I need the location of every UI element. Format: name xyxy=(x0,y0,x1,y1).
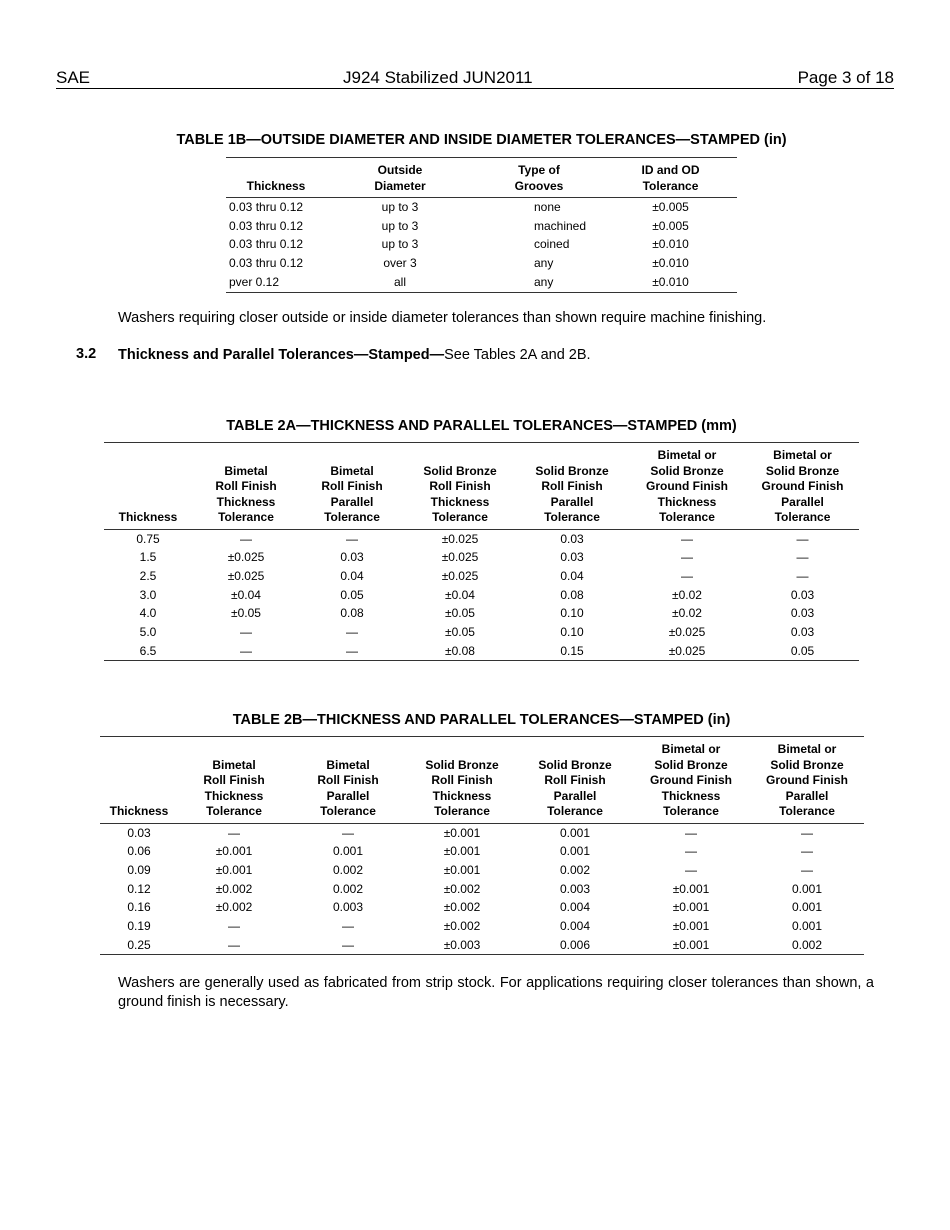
table-cell: up to 3 xyxy=(381,200,419,214)
table-cell: ±0.025 xyxy=(441,568,479,583)
column-header xyxy=(178,737,290,824)
table-cell: 0.10 xyxy=(560,606,584,621)
table-cell: — xyxy=(290,936,406,955)
table-row xyxy=(226,217,737,236)
column-header-line xyxy=(100,789,178,805)
table-cell: ±0.001 xyxy=(672,919,710,934)
column-header-line: Thickness xyxy=(109,804,169,818)
column-header-line: Roll Finish xyxy=(541,479,603,493)
table-cell: — xyxy=(801,825,813,840)
column-header-line: Bimetal xyxy=(330,463,374,478)
column-header-line: Grooves xyxy=(514,178,564,193)
table-cell: ±0.005 xyxy=(652,218,689,233)
column-header-line: Parallel xyxy=(326,788,370,803)
table-row xyxy=(104,642,859,661)
table-cell: — xyxy=(240,531,252,546)
table-cell: — xyxy=(681,568,693,583)
column-header xyxy=(518,737,632,824)
page-header xyxy=(56,68,894,89)
table-cell: — xyxy=(240,625,252,640)
table-cell: 0.004 xyxy=(559,919,591,934)
table-cell: — xyxy=(685,825,697,840)
note-diameter-tolerances: Washers requiring closer outside or inside diameter tolerances than shown require machine finishing. xyxy=(118,310,767,326)
table-cell: — xyxy=(801,862,813,877)
table-cell: — xyxy=(300,642,404,661)
table-cell: 0.03 xyxy=(340,550,364,565)
table-cell: ±0.010 xyxy=(652,237,689,252)
column-header-line: Solid Bronze xyxy=(538,757,612,772)
column-header-line: Roll Finish xyxy=(429,479,491,493)
column-header-line: Solid Bronze xyxy=(650,463,724,478)
table-cell: 0.25 xyxy=(100,936,178,955)
table-cell: ±0.025 xyxy=(668,625,706,640)
table-1b-title: TABLE 1B—OUTSIDE DIAMETER AND INSIDE DIAMETER TOLERANCES—STAMPED (in) xyxy=(176,132,787,148)
column-header-line: Roll Finish xyxy=(203,773,265,787)
table-cell: 0.03 xyxy=(790,625,815,640)
table-cell: — xyxy=(685,844,697,859)
table-cell: 0.19 xyxy=(127,919,151,934)
table-cell: ±0.025 xyxy=(227,550,265,565)
column-header-line: Roll Finish xyxy=(317,773,379,787)
table-cell: 0.09 xyxy=(127,862,151,877)
table-cell: — xyxy=(796,568,809,583)
column-header xyxy=(604,158,737,198)
table-cell: 0.08 xyxy=(560,587,584,602)
column-header xyxy=(100,737,178,824)
table-cell: — xyxy=(801,844,813,859)
table-cell: machined xyxy=(534,218,587,233)
column-header-line: Solid Bronze xyxy=(770,757,844,772)
column-header-line: Tolerance xyxy=(663,804,719,818)
column-header-line: Tolerance xyxy=(218,510,274,524)
column-header-line: Tolerance xyxy=(432,510,488,524)
table-cell: 0.04 xyxy=(340,568,364,583)
column-header-line: Thickness xyxy=(204,788,264,803)
column-header xyxy=(628,443,746,530)
column-header-line: Thickness xyxy=(661,788,721,803)
column-header-line: Roll Finish xyxy=(321,479,383,493)
table-cell: ±0.02 xyxy=(672,606,702,621)
column-header-line: Tolerance xyxy=(779,804,835,818)
column-header-line: ID and OD xyxy=(641,163,700,177)
column-header-line: Solid Bronze xyxy=(535,463,609,478)
column-header-line xyxy=(300,448,404,464)
column-header xyxy=(406,737,518,824)
section-heading xyxy=(118,346,591,365)
column-header xyxy=(746,443,859,530)
table-cell: ±0.010 xyxy=(652,256,689,271)
table-cell: — xyxy=(346,531,358,546)
column-header-line xyxy=(516,448,628,464)
table-cell: 3.0 xyxy=(139,587,157,602)
table-cell: ±0.025 xyxy=(227,568,265,583)
table-cell: 0.03 xyxy=(790,606,815,621)
table-row xyxy=(100,823,864,842)
column-header-line: Ground Finish xyxy=(650,773,732,787)
table-cell: ±0.001 xyxy=(443,862,481,877)
column-header-line: Bimetal xyxy=(224,463,268,478)
section-reference: See Tables 2A and 2B. xyxy=(444,347,591,363)
column-header-line: Tolerance xyxy=(320,804,376,818)
column-header-line: Parallel xyxy=(330,494,374,509)
column-header-line: Bimetal or xyxy=(773,448,832,462)
column-header-line xyxy=(178,742,290,758)
column-header xyxy=(632,737,750,824)
column-header-line: Roll Finish xyxy=(215,479,277,493)
column-header xyxy=(750,737,864,824)
column-header-line: Parallel xyxy=(781,494,824,509)
table-cell: — xyxy=(685,862,697,877)
table-cell: 0.001 xyxy=(791,919,823,934)
column-header-line: Ground Finish xyxy=(646,479,728,493)
column-header-line xyxy=(100,758,178,774)
table-cell: none xyxy=(534,200,561,214)
table-cell: 0.06 xyxy=(127,844,151,859)
table-cell: — xyxy=(192,642,300,661)
table-cell: — xyxy=(681,531,693,546)
table-cell: 0.03 xyxy=(560,550,584,565)
section-title: Thickness and Parallel Tolerances—Stamped— xyxy=(118,347,445,363)
column-header-line xyxy=(104,448,192,464)
table-2b-title: TABLE 2B—THICKNESS AND PARALLEL TOLERANCES—STAMPED (in) xyxy=(232,712,731,728)
table-row xyxy=(104,586,859,605)
table-row xyxy=(104,623,859,642)
header-page-number: Page 3 of 18 xyxy=(797,68,894,87)
column-header-line: Tolerance xyxy=(324,510,380,524)
table-cell: 0.05 xyxy=(746,642,859,661)
table-cell: 0.002 xyxy=(332,881,364,896)
table-cell: — xyxy=(681,550,693,565)
column-header xyxy=(226,158,326,198)
column-header-line xyxy=(104,495,192,511)
table-cell: up to 3 xyxy=(381,218,419,233)
table-cell: — xyxy=(796,550,809,565)
column-header-line: Bimetal or xyxy=(661,742,721,756)
column-header-line xyxy=(104,479,192,495)
column-header-line: Solid Bronze xyxy=(765,463,840,478)
table-cell: 0.03 xyxy=(560,531,584,546)
column-header xyxy=(404,443,516,530)
column-header-line xyxy=(290,742,406,758)
column-header-line: Outside xyxy=(377,163,423,177)
table-cell: — xyxy=(346,625,358,640)
column-header-line xyxy=(406,742,518,758)
column-header-line: Thickness xyxy=(216,494,276,509)
table-cell: 6.5 xyxy=(104,642,192,661)
table-cell: — xyxy=(796,531,809,546)
table-cell: 5.0 xyxy=(139,625,157,640)
table-row xyxy=(100,917,864,936)
table-cell: ±0.005 xyxy=(652,200,689,214)
table-row xyxy=(100,880,864,899)
table-cell: ±0.04 xyxy=(445,587,475,602)
table-cell: 0.03 thru 0.12 xyxy=(229,218,304,233)
table-2a-title: TABLE 2A—THICKNESS AND PARALLEL TOLERANCES—STAMPED (mm) xyxy=(226,418,737,434)
table-cell: 0.03 thru 0.12 xyxy=(229,256,304,271)
table-cell: 0.003 xyxy=(332,900,364,915)
note-ground-finish: Washers are generally used as fabricated from strip stock. For applications requiring closer tolerances than shown, a ground finish is necessary. xyxy=(118,975,874,1010)
table-cell: ±0.001 xyxy=(672,900,710,915)
column-header-line: Parallel xyxy=(785,788,829,803)
table-cell: 0.002 xyxy=(332,862,364,877)
column-header-line: Ground Finish xyxy=(766,773,848,787)
column-header-line: Thickness xyxy=(118,510,178,524)
table-cell: ±0.002 xyxy=(443,919,481,934)
column-header-line: Solid Bronze xyxy=(423,463,497,478)
column-header-line: Thickness xyxy=(246,178,306,193)
column-header-line: Type of xyxy=(518,163,560,177)
table-cell: coined xyxy=(534,237,570,252)
table-cell: ±0.025 xyxy=(628,642,746,661)
table-cell: ±0.001 xyxy=(632,936,750,955)
table-cell: 2.5 xyxy=(139,568,157,583)
table-cell: 0.10 xyxy=(560,625,584,640)
table-cell: 4.0 xyxy=(139,606,157,621)
table-cell: ±0.05 xyxy=(445,606,475,621)
table-cell: 0.002 xyxy=(750,936,864,955)
table-cell: ±0.05 xyxy=(231,606,261,621)
table-cell: ±0.08 xyxy=(404,642,516,661)
column-header-line xyxy=(192,448,300,464)
table-cell: 0.006 xyxy=(518,936,632,955)
column-header-line xyxy=(226,163,326,179)
table-row xyxy=(100,861,864,880)
table-row xyxy=(226,254,737,273)
table-cell: 0.12 xyxy=(127,881,151,896)
column-header-line: Tolerance xyxy=(659,510,715,524)
column-header-line: Tolerance xyxy=(544,510,600,524)
column-header-line: Bimetal or xyxy=(657,448,717,462)
table-cell: 0.03 thru 0.12 xyxy=(229,200,304,214)
header-org: SAE xyxy=(56,68,91,87)
table-cell: ±0.002 xyxy=(215,900,253,915)
section-number: 3.2 xyxy=(76,346,97,362)
table-cell: ±0.001 xyxy=(443,844,481,859)
column-header-line: Solid Bronze xyxy=(425,757,499,772)
table-cell: — xyxy=(228,919,240,934)
column-header-line: Thickness xyxy=(430,494,490,509)
column-header-line xyxy=(100,742,178,758)
table-cell: ±0.003 xyxy=(406,936,518,955)
table-cell: 0.04 xyxy=(560,568,584,583)
table-2a xyxy=(104,442,859,661)
column-header-line: Thickness xyxy=(657,494,717,509)
table-2b xyxy=(100,736,864,955)
table-cell: — xyxy=(178,936,290,955)
table-cell: ±0.025 xyxy=(441,550,479,565)
column-header xyxy=(300,443,404,530)
column-header-line: Tolerance xyxy=(206,804,262,818)
table-cell: 0.003 xyxy=(559,881,591,896)
table-cell: ±0.002 xyxy=(443,881,481,896)
table-cell: pver 0.12 xyxy=(226,273,326,292)
column-header xyxy=(290,737,406,824)
column-header xyxy=(474,158,604,198)
column-header-line: Solid Bronze xyxy=(654,757,728,772)
table-cell: ±0.001 xyxy=(443,825,481,840)
column-header-line: Tolerance xyxy=(547,804,603,818)
column-header xyxy=(104,443,192,530)
table-1b xyxy=(226,157,737,293)
column-header-line: Bimetal or xyxy=(777,742,837,756)
table-cell: 1.5 xyxy=(139,550,157,565)
table-cell: — xyxy=(342,919,354,934)
table-cell: 0.15 xyxy=(516,642,628,661)
table-cell: any xyxy=(474,273,604,292)
table-row xyxy=(100,898,864,917)
column-header-line xyxy=(518,742,632,758)
table-cell: 0.001 xyxy=(559,844,591,859)
column-header-line: Thickness xyxy=(432,788,492,803)
table-cell: all xyxy=(326,273,474,292)
table-cell: ±0.001 xyxy=(672,881,710,896)
table-cell: 0.002 xyxy=(559,862,591,877)
table-cell: ±0.001 xyxy=(215,844,253,859)
column-header-line: Bimetal xyxy=(212,757,256,772)
table-row xyxy=(100,936,864,955)
table-row xyxy=(100,842,864,861)
table-cell: ±0.02 xyxy=(672,587,702,602)
table-row xyxy=(104,567,859,586)
column-header-line: Bimetal xyxy=(326,757,370,772)
column-header xyxy=(326,158,474,198)
table-cell: ±0.025 xyxy=(441,531,479,546)
column-header-line: Ground Finish xyxy=(761,479,844,493)
column-header-line xyxy=(104,464,192,480)
table-cell: 0.001 xyxy=(559,825,591,840)
table-cell: ±0.04 xyxy=(231,587,261,602)
table-cell: up to 3 xyxy=(381,237,419,252)
column-header-line: Tolerance xyxy=(434,804,490,818)
table-row xyxy=(104,548,859,567)
column-header xyxy=(192,443,300,530)
table-cell: any xyxy=(534,256,554,271)
table-cell: ±0.05 xyxy=(445,625,475,640)
table-cell: ±0.010 xyxy=(604,273,737,292)
table-cell: 0.75 xyxy=(136,531,160,546)
column-header-line: Diameter xyxy=(374,178,426,193)
header-doc-id: J924 Stabilized JUN2011 xyxy=(343,68,533,87)
table-cell: ±0.001 xyxy=(215,862,253,877)
table-cell: 0.03 xyxy=(127,825,151,840)
table-row xyxy=(104,529,859,548)
table-row xyxy=(226,198,737,217)
column-header-line xyxy=(100,773,178,789)
table-cell: ±0.002 xyxy=(443,900,481,915)
table-cell: 0.001 xyxy=(332,844,364,859)
column-header-line: Parallel xyxy=(550,494,594,509)
column-header-line: Tolerance xyxy=(774,510,831,524)
column-header-line: Roll Finish xyxy=(431,773,493,787)
table-cell: 0.001 xyxy=(791,881,823,896)
column-header-line xyxy=(404,448,516,464)
column-header-line: Parallel xyxy=(553,788,597,803)
column-header-line: Roll Finish xyxy=(544,773,606,787)
table-row xyxy=(104,604,859,623)
table-row xyxy=(226,235,737,254)
column-header-line: Tolerance xyxy=(642,178,699,193)
table-cell: 0.001 xyxy=(791,900,823,915)
table-cell: 0.03 xyxy=(790,587,815,602)
table-row xyxy=(226,273,737,292)
table-cell: 0.03 thru 0.12 xyxy=(229,237,304,252)
table-cell: — xyxy=(342,825,354,840)
table-cell: 0.16 xyxy=(127,900,151,915)
table-cell: 0.004 xyxy=(559,900,591,915)
table-cell: — xyxy=(228,825,240,840)
table-cell: over 3 xyxy=(383,256,417,271)
table-cell: ±0.002 xyxy=(215,881,253,896)
table-cell: 0.05 xyxy=(340,587,364,602)
table-cell: 0.08 xyxy=(340,606,364,621)
column-header xyxy=(516,443,628,530)
